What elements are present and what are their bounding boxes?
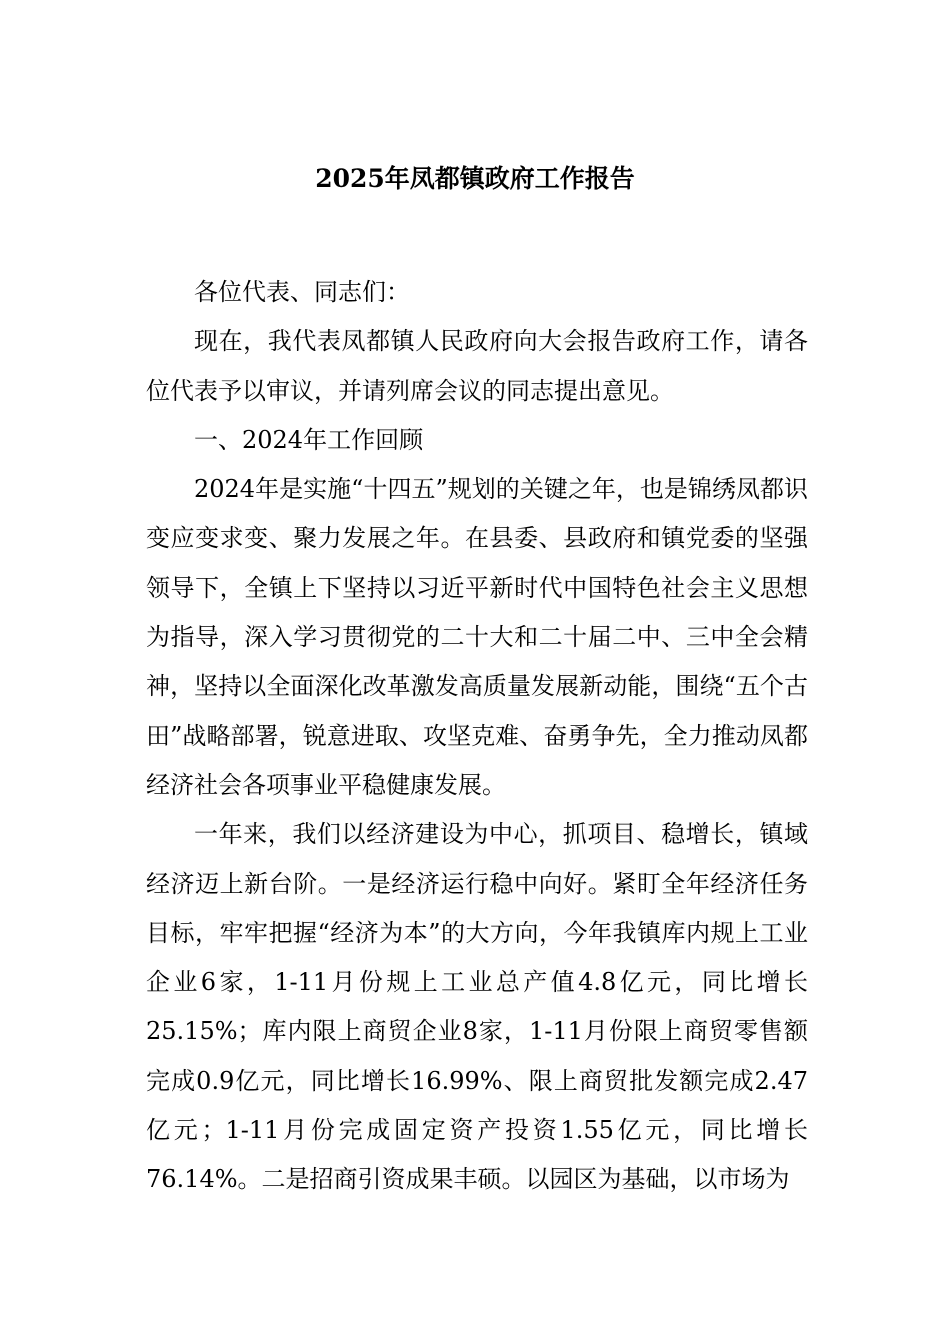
document-title: 2025年凤都镇政府工作报告 — [315, 164, 635, 193]
salutation-paragraph: 各位代表、同志们： — [194, 278, 410, 306]
economy-paragraph: 一年来，我们以经济建设为中心，抓项目、稳增长，镇域经济迈上新台阶。一是经济运行稳中向好。紧盯全年经济任务目标，牢牢把握“经济为本”的大方向，今年我镇库内规上工业企业6家，1-11月份规上工业总产值4.8亿元，同比增长25.15%；库内限上商贸企业8家，1-11月份限上商贸零售额完成0.9亿元，同比增长16.99%、限上商贸批发额完成2.47亿元；1-11月份完成固定资产投资1.55亿元，同比增长76.14%。二是招商引资成果丰硕。以园区为基础，以市场为 — [146, 820, 808, 1194]
review-paragraph: 2024年是实施“十四五”规划的关键之年，也是锦绣凤都识变应变求变、聚力发展之年。在县委、县政府和镇党委的坚强领导下，全镇上下坚持以习近平新时代中国特色社会主义思想为指导，深入学习贯彻党的二十大和二十届二中、三中全会精神，坚持以全面深化改革激发高质量发展新动能，围绕“五个古田”战略部署，锐意进取、攻坚克难、奋勇争先，全力推动凤都经济社会各项事业平稳健康发展。 — [146, 475, 808, 799]
intro-paragraph: 现在，我代表凤都镇人民政府向大会报告政府工作，请各位代表予以审议，并请列席会议的同志提出意见。 — [146, 327, 808, 405]
section-heading: 一、2024年工作回顾 — [194, 425, 424, 454]
document-body — [146, 268, 808, 1205]
